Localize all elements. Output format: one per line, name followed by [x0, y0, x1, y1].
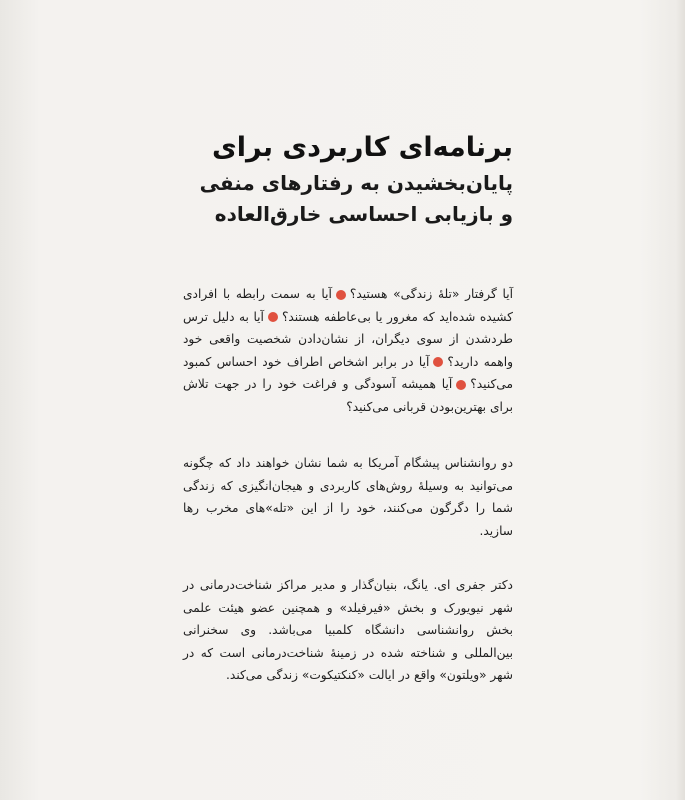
questions-paragraph — [183, 283, 513, 419]
question-1: آیا گرفتار «تلهٔ زندگی» هستید؟ — [349, 287, 513, 301]
question-5: آیا همیشه آسودگی و فراغت خود را در جهت تلاش برای بهترین‌بودن قربانی می‌کنید؟ — [183, 377, 513, 414]
red-bullet-icon — [433, 357, 443, 367]
question-2: آیا به سمت رابطه با افرادی کشیده شده‌اید که مغرور یا بی‌عاطفه هستند؟ — [183, 287, 513, 324]
red-bullet-icon — [336, 290, 346, 300]
title-line-1: برنامه‌ای کاربردی برای — [212, 132, 513, 163]
cover-title — [93, 128, 513, 230]
author-bio-paragraph: دکتر جفری ای. یانگ، بنیان‌گذار و مدیر مراکز شناخت‌درمانی در شهر نیویورک و بخش «فیرفیلد» و همچنین عضو هیئت علمی بخش روانشناسی دانشگاه کلمبیا می‌باشد. وی سخنرانی بین‌المللی و شناخته شده در زمینهٔ شناخت‌درمانی است که در شهر «ویلتون» واقع در ایالت «کنکتیکوت» زندگی می‌کند. — [183, 578, 513, 683]
question-3: آیا به دلیل ترس طردشدن از سوی دیگران، از نشان‌دادن شخصیت واقعی خود واهمه دارید؟ — [183, 309, 513, 369]
title-line-2: پایان‌بخشیدن به رفتارهای منفی — [199, 171, 513, 195]
authors-paragraph: دو روانشناس پیشگام آمریکا به شما نشان خواهند داد که چگونه می‌توانید به وسیلهٔ روش‌های کاربردی و هیجان‌انگیزی که زندگی شما را دگرگون می‌کنند، خود را از این «تله»های مخرب رها سازید. — [183, 456, 513, 538]
question-4: آیا در برابر اشخاص اطراف خود احساس کمبود می‌کنید؟ — [183, 354, 513, 392]
red-bullet-icon — [456, 380, 466, 390]
title-line-3: و بازیابی احساسی خارق‌العاده — [214, 202, 513, 226]
red-bullet-icon — [268, 312, 278, 322]
page-edge — [675, 0, 685, 800]
